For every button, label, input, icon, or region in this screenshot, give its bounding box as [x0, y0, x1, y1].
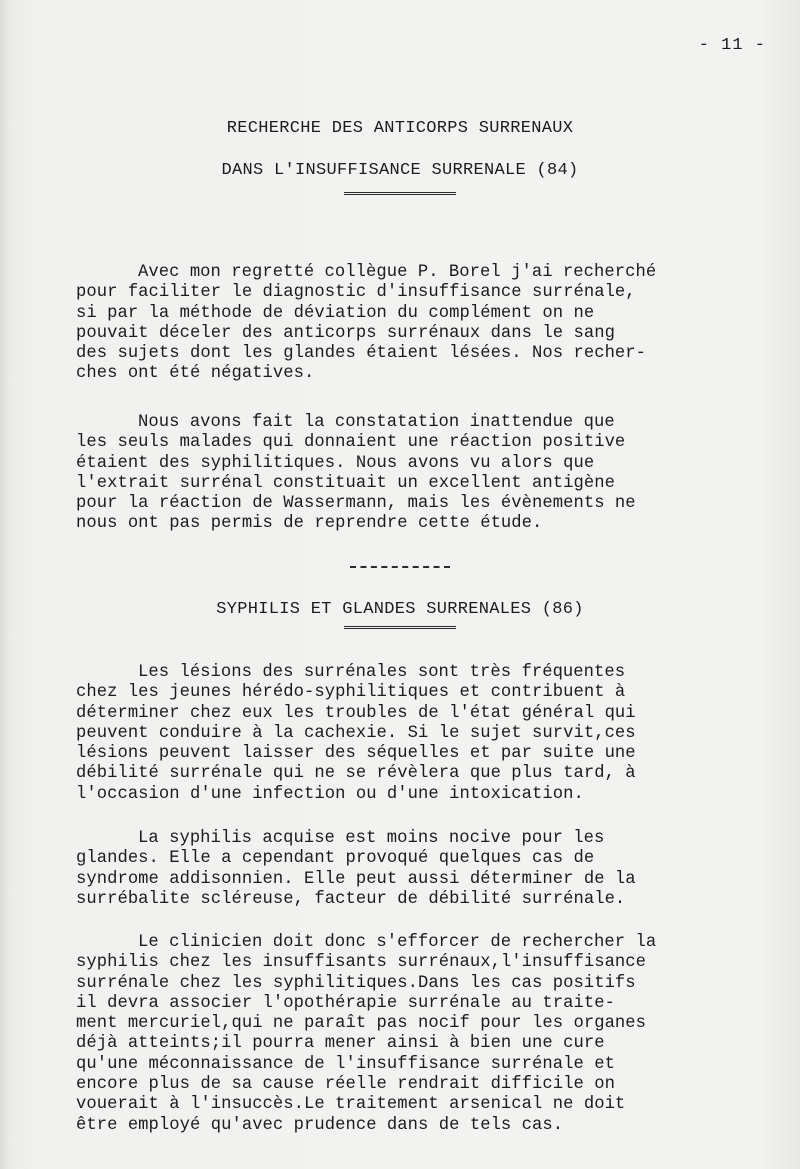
text-line: syphilis chez les insuffisants surrénaux,l'insuffisance [76, 953, 647, 973]
text-line: ches ont été négatives. [76, 364, 315, 384]
text-line: vouerait à l'insuccès.Le traitement arsenical ne doit [76, 1095, 626, 1115]
text-line: glandes. Elle a cependant provoqué quelques cas de [76, 849, 595, 869]
text-line: Nous avons fait la constatation inattendue que [138, 413, 615, 432]
section2-double-rule [344, 626, 456, 633]
section2-paragraph-3 [76, 933, 766, 1136]
page-number: - 11 - [698, 36, 766, 55]
text-line: des sujets dont les glandes étaient lésées. Nos recher- [76, 344, 647, 364]
text-line: déjà atteints;il pourra mener ainsi à bien une cure [76, 1034, 605, 1054]
text-line: Les lésions des surrénales sont très fréquentes [138, 663, 626, 682]
section1-paragraph-1 [76, 263, 766, 385]
text-line: les seuls malades qui donnaient une réaction positive [76, 433, 626, 453]
text-line: si par la méthode de déviation du complément on ne [76, 303, 595, 323]
section1-double-rule [344, 192, 456, 199]
text-line: peuvent conduire à la cachexie. Si le sujet survit,ces [76, 723, 636, 743]
section2-title: SYPHILIS ET GLANDES SURRENALES (86) [216, 600, 584, 619]
text-line: étaient des syphilitiques. Nous avons vu alors que [76, 453, 595, 473]
text-line: La syphilis acquise est moins nocive pour les [138, 829, 605, 848]
text-line: être employé qu'avec prudence dans de tels cas. [76, 1115, 564, 1135]
text-line: pouvait déceler des anticorps surrénaux dans le sang [76, 323, 615, 343]
section1-title-line1: RECHERCHE DES ANTICORPS SURRENAUX [226, 119, 574, 138]
text-line: surrénale chez les syphilitiques.Dans les cas positifs [76, 973, 636, 993]
text-line: syndrome addisonnien. Elle peut aussi déterminer de la [76, 869, 636, 889]
text-line: nous ont pas permis de reprendre cette étude. [76, 514, 543, 534]
section1-paragraph-2 [76, 413, 766, 535]
text-line: chez les jeunes hérédo-syphilitiques et contribuent à [76, 683, 626, 703]
section-separator [0, 566, 800, 570]
text-line: ment mercuriel,qui ne paraît pas nocif pour les organes [76, 1014, 647, 1034]
section2-paragraph-2 [76, 829, 766, 910]
text-line: débilité surrénale qui ne se révèlera que plus tard, à [76, 764, 636, 784]
section1-heading [0, 118, 800, 199]
section1-title-line2: DANS L'INSUFFISANCE SURRENALE (84) [221, 161, 579, 180]
text-line: surrébalite scléreuse, facteur de débilité surrénale. [76, 889, 626, 909]
text-line: encore plus de sa cause réelle rendrait difficile on [76, 1075, 615, 1095]
text-line: il devra associer l'opothérapie surrénale au traite- [76, 993, 615, 1013]
text-line: l'extrait surrénal constituait un excellent antigène [76, 473, 615, 493]
dashed-rule [350, 566, 450, 570]
text-line: pour la réaction de Wassermann, mais les évènements ne [76, 494, 636, 514]
text-line: pour faciliter le diagnostic d'insuffisance surrénale, [76, 283, 636, 303]
text-line: qu'une méconnaissance de l'insuffisance surrénale et [76, 1054, 615, 1074]
section2-paragraph-1 [76, 663, 766, 805]
text-line: déterminer chez eux les troubles de l'état général qui [76, 703, 636, 723]
text-line: Avec mon regretté collègue P. Borel j'ai recherché [138, 263, 657, 282]
text-line: lésions peuvent laisser des séquelles et par suite une [76, 744, 636, 764]
text-line: l'occasion d'une infection ou d'une intoxication. [76, 784, 584, 804]
text-line: Le clinicien doit donc s'efforcer de rechercher la [138, 933, 657, 952]
section2-heading [0, 599, 800, 633]
